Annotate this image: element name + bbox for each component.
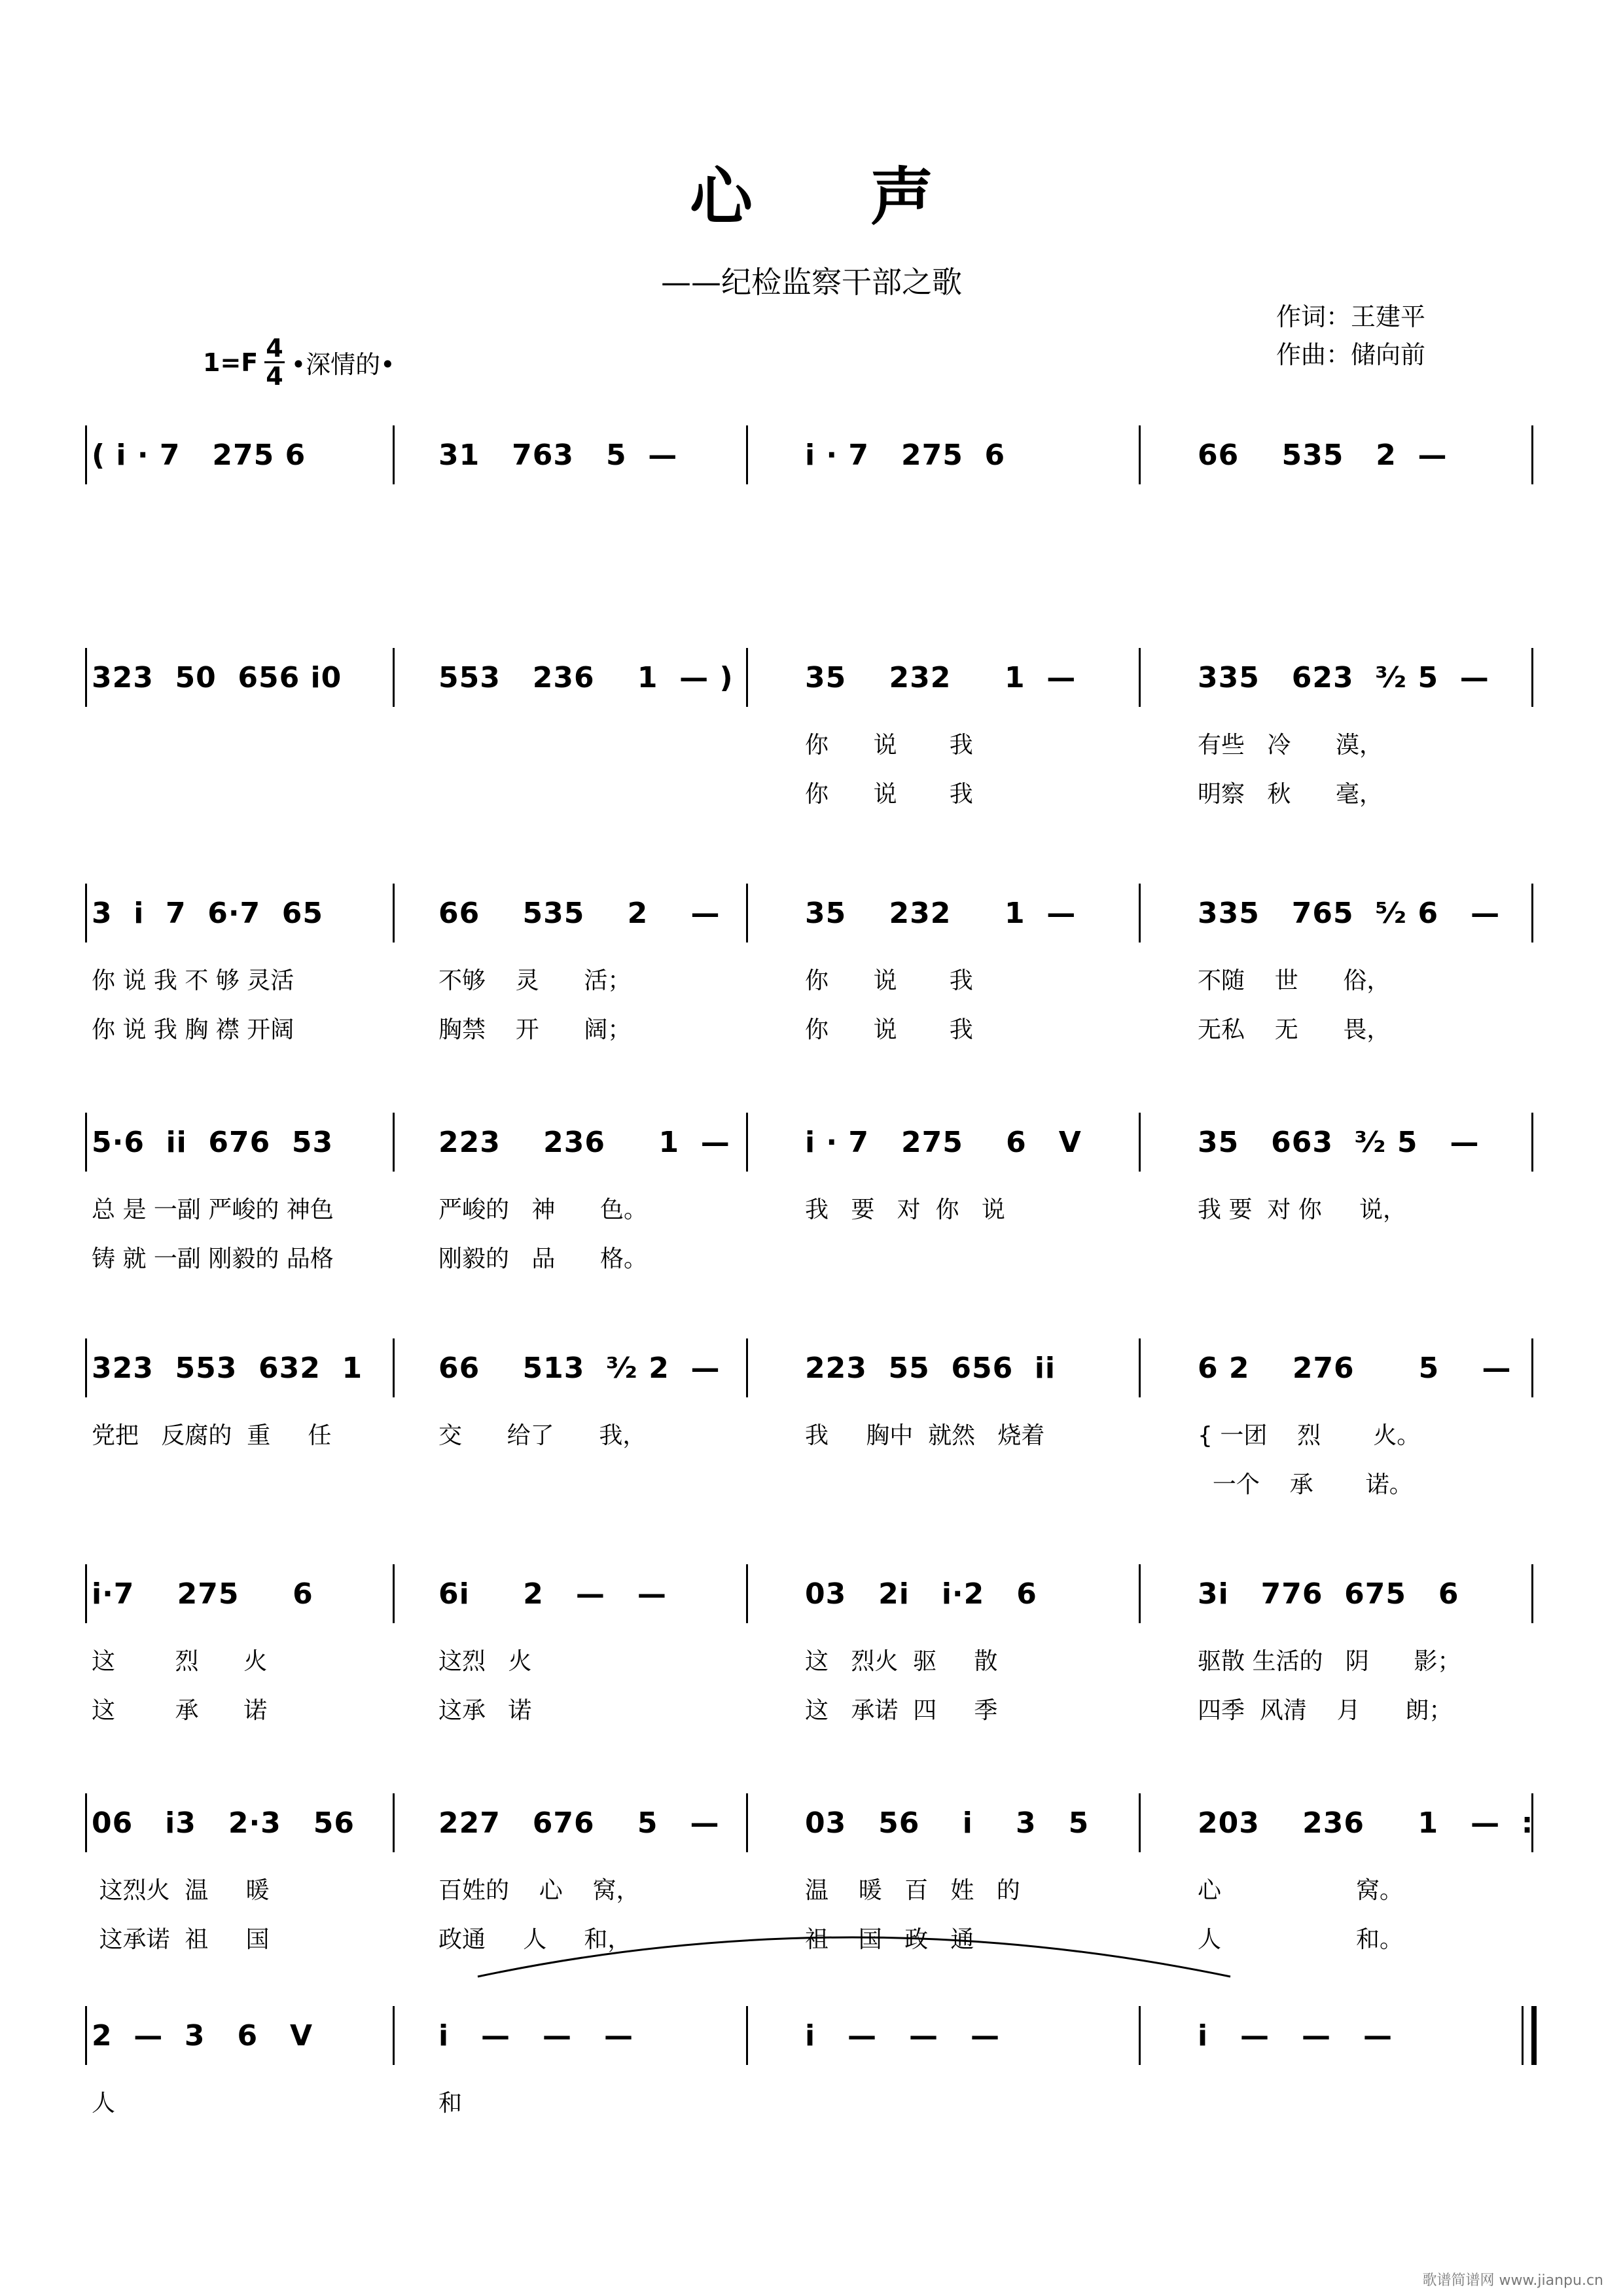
barline [1139, 425, 1141, 484]
tempo-marking: •深情的• [291, 350, 395, 379]
lyric-line: 你 说 我 胸 襟 开阔 [92, 1016, 294, 1043]
barline [85, 1113, 87, 1172]
barline [85, 884, 87, 942]
lyric-line: 这烈 火 [438, 1648, 532, 1675]
measure: i · 7 275 6 V [805, 1126, 1082, 1159]
lyric-line: 总 是 一副 严峻的 神色 [92, 1196, 334, 1223]
watermark: 歌谱简谱网 www.jianpu.cn [1422, 2272, 1603, 2289]
lyric-line: 我 胸中 就然 烧着 [805, 1422, 1045, 1449]
lyric-line: 四季 风清 月 朗； [1198, 1697, 1453, 1724]
song-subtitle: ——纪检监察干部之歌 [661, 264, 962, 300]
lyric-line: 胸禁 开 阔； [438, 1016, 632, 1043]
measure: 35 663 ³⁄₂ 5 — [1198, 1126, 1480, 1159]
barline [1139, 884, 1141, 942]
barline [393, 1113, 395, 1172]
lyric-line: 温 暖 百 姓 的 [805, 1877, 1020, 1904]
barline [393, 1793, 395, 1852]
lyricist-credit: 作词：王建平 [1276, 302, 1426, 331]
lyric-line: 我 要 对 你 说 [805, 1196, 1005, 1223]
barline [746, 1113, 748, 1172]
barline [393, 1338, 395, 1397]
barline [85, 425, 87, 484]
time-bottom: 4 [266, 362, 283, 391]
barline [1139, 1338, 1141, 1397]
barline [746, 1793, 748, 1852]
measure: i · 7 275 6 [805, 439, 1006, 472]
measure: 335 765 ⁵⁄₂ 6 — [1198, 897, 1501, 930]
credits [1276, 298, 1425, 374]
barline [746, 884, 748, 942]
lyric-line: 交 给了 我， [438, 1422, 647, 1449]
measure: 3 i 7 6·7 65 [92, 897, 324, 930]
measure: 31 763 5 — [438, 439, 678, 472]
song-title: 心声 [690, 160, 1051, 234]
barline [1531, 2006, 1537, 2065]
barline [1139, 648, 1141, 707]
key-label: 1=F [203, 348, 259, 377]
barline [1139, 2006, 1141, 2065]
barline [1531, 425, 1533, 484]
lyric-line: 铸 就 一副 刚毅的 品格 [92, 1246, 334, 1272]
measure: 553 236 1 — ) [438, 661, 734, 694]
barline [393, 648, 395, 707]
lyric-line: 刚毅的 品 格。 [438, 1246, 647, 1272]
barline [85, 648, 87, 707]
measure: 335 623 ³⁄₂ 5 — [1198, 661, 1489, 694]
barline [393, 884, 395, 942]
lyric-line: 这 承诺 四 季 [805, 1697, 998, 1724]
barline [1531, 1338, 1533, 1397]
lyric-line: 这 烈火 驱 散 [805, 1648, 998, 1675]
measure: 66 535 2 — [1198, 439, 1448, 472]
barline [746, 1564, 748, 1623]
lyric-line: 驱散 生活的 阴 影； [1198, 1648, 1461, 1675]
lyric-line: 严峻的 神 色。 [438, 1196, 647, 1223]
barline [1139, 1564, 1141, 1623]
measure: 66 535 2 — [438, 897, 721, 930]
lyric-line: 你 说 我 不 够 灵活 [92, 967, 294, 994]
lyric-line: 这承 诺 [438, 1697, 532, 1724]
measure: 3i 776 675 6 [1198, 1577, 1459, 1611]
measure: 6i 2 — — [438, 1577, 667, 1611]
lyric-line: 你 说 我 [805, 1016, 973, 1043]
lyric-line: 你 说 我 [805, 967, 973, 994]
time-signature [264, 335, 284, 389]
barline [1531, 884, 1533, 942]
barline [393, 2006, 395, 2065]
barline [746, 648, 748, 707]
lyric-line: 这承诺 祖 国 [92, 1926, 270, 1953]
measure: 323 553 632 1 [92, 1352, 363, 1385]
measure: 223 236 1 — [438, 1126, 730, 1159]
measure: 03 56 i 3 5 [805, 1806, 1090, 1840]
measure: 323 50 656 i0 [92, 661, 342, 694]
final-double-bar [1522, 2006, 1524, 2065]
lyric-line: 无私 无 畏， [1198, 1016, 1391, 1043]
measure: i — — — [438, 2019, 633, 2053]
measure: 227 676 5 — [438, 1806, 720, 1840]
lyric-line: 人 [92, 2090, 116, 2117]
lyric-line: 祖 国 政 通 [805, 1926, 974, 1953]
measure: 35 232 1 — [805, 661, 1077, 694]
barline [393, 425, 395, 484]
lyric-line: 这 烈 火 [92, 1648, 268, 1675]
barline [746, 1338, 748, 1397]
measure: 2 — 3 6 V [92, 2019, 313, 2053]
barline [85, 2006, 87, 2065]
lyric-line: { 一团 烈 火。 [1198, 1422, 1421, 1449]
measure: i — — — [805, 2019, 1000, 2053]
lyric-line: 明察 秋 毫， [1198, 781, 1383, 808]
barline [85, 1338, 87, 1397]
lyric-line: 百姓的 心 窝， [438, 1877, 640, 1904]
barline [85, 1564, 87, 1623]
barline [1531, 1564, 1533, 1623]
measure: i — — — [1198, 2019, 1393, 2053]
measure: ( i · 7 275 6 [92, 439, 306, 472]
lyric-line: 你 说 我 [805, 732, 973, 759]
lyric-line: 和 [438, 2090, 463, 2117]
lyric-line: 有些 冷 漠， [1198, 732, 1383, 759]
lyric-line: 政通 人 和， [438, 1926, 632, 1953]
lyric-line: 我 要 对 你 说， [1198, 1196, 1406, 1223]
barline [746, 425, 748, 484]
lyric-line: 你 说 我 [805, 781, 973, 808]
measure: 03 2i i·2 6 [805, 1577, 1037, 1611]
lyric-line: 人 和。 [1198, 1926, 1403, 1953]
measure: 203 236 1 — : [1198, 1806, 1534, 1840]
lyric-line: 心 窝。 [1198, 1877, 1403, 1904]
key-signature [203, 335, 395, 389]
time-top: 4 [266, 334, 283, 363]
barline [1139, 1793, 1141, 1852]
barline [393, 1564, 395, 1623]
measure: i·7 275 6 [92, 1577, 313, 1611]
lyric-line: 这 承 诺 [92, 1697, 268, 1724]
measure: 66 513 ³⁄₂ 2 — [438, 1352, 721, 1385]
measure: 223 55 656 ii [805, 1352, 1056, 1385]
lyric-line: 不随 世 俗， [1198, 967, 1391, 994]
lyric-line: 这烈火 温 暖 [92, 1877, 270, 1904]
barline [1139, 1113, 1141, 1172]
measure: 5·6 ii 676 53 [92, 1126, 334, 1159]
lyric-line: 一个 承 诺。 [1198, 1471, 1413, 1498]
barline [746, 2006, 748, 2065]
lyric-line: 不够 灵 活； [438, 967, 632, 994]
barline [1531, 1113, 1533, 1172]
composer-credit: 作曲：储向前 [1276, 340, 1426, 369]
barline [85, 1793, 87, 1852]
lyric-line: 党把 反腐的 重 任 [92, 1422, 332, 1449]
measure: 06 i3 2·3 56 [92, 1806, 355, 1840]
measure: 6 2 276 5 — [1198, 1352, 1512, 1385]
measure: 35 232 1 — [805, 897, 1077, 930]
barline [1531, 648, 1533, 707]
